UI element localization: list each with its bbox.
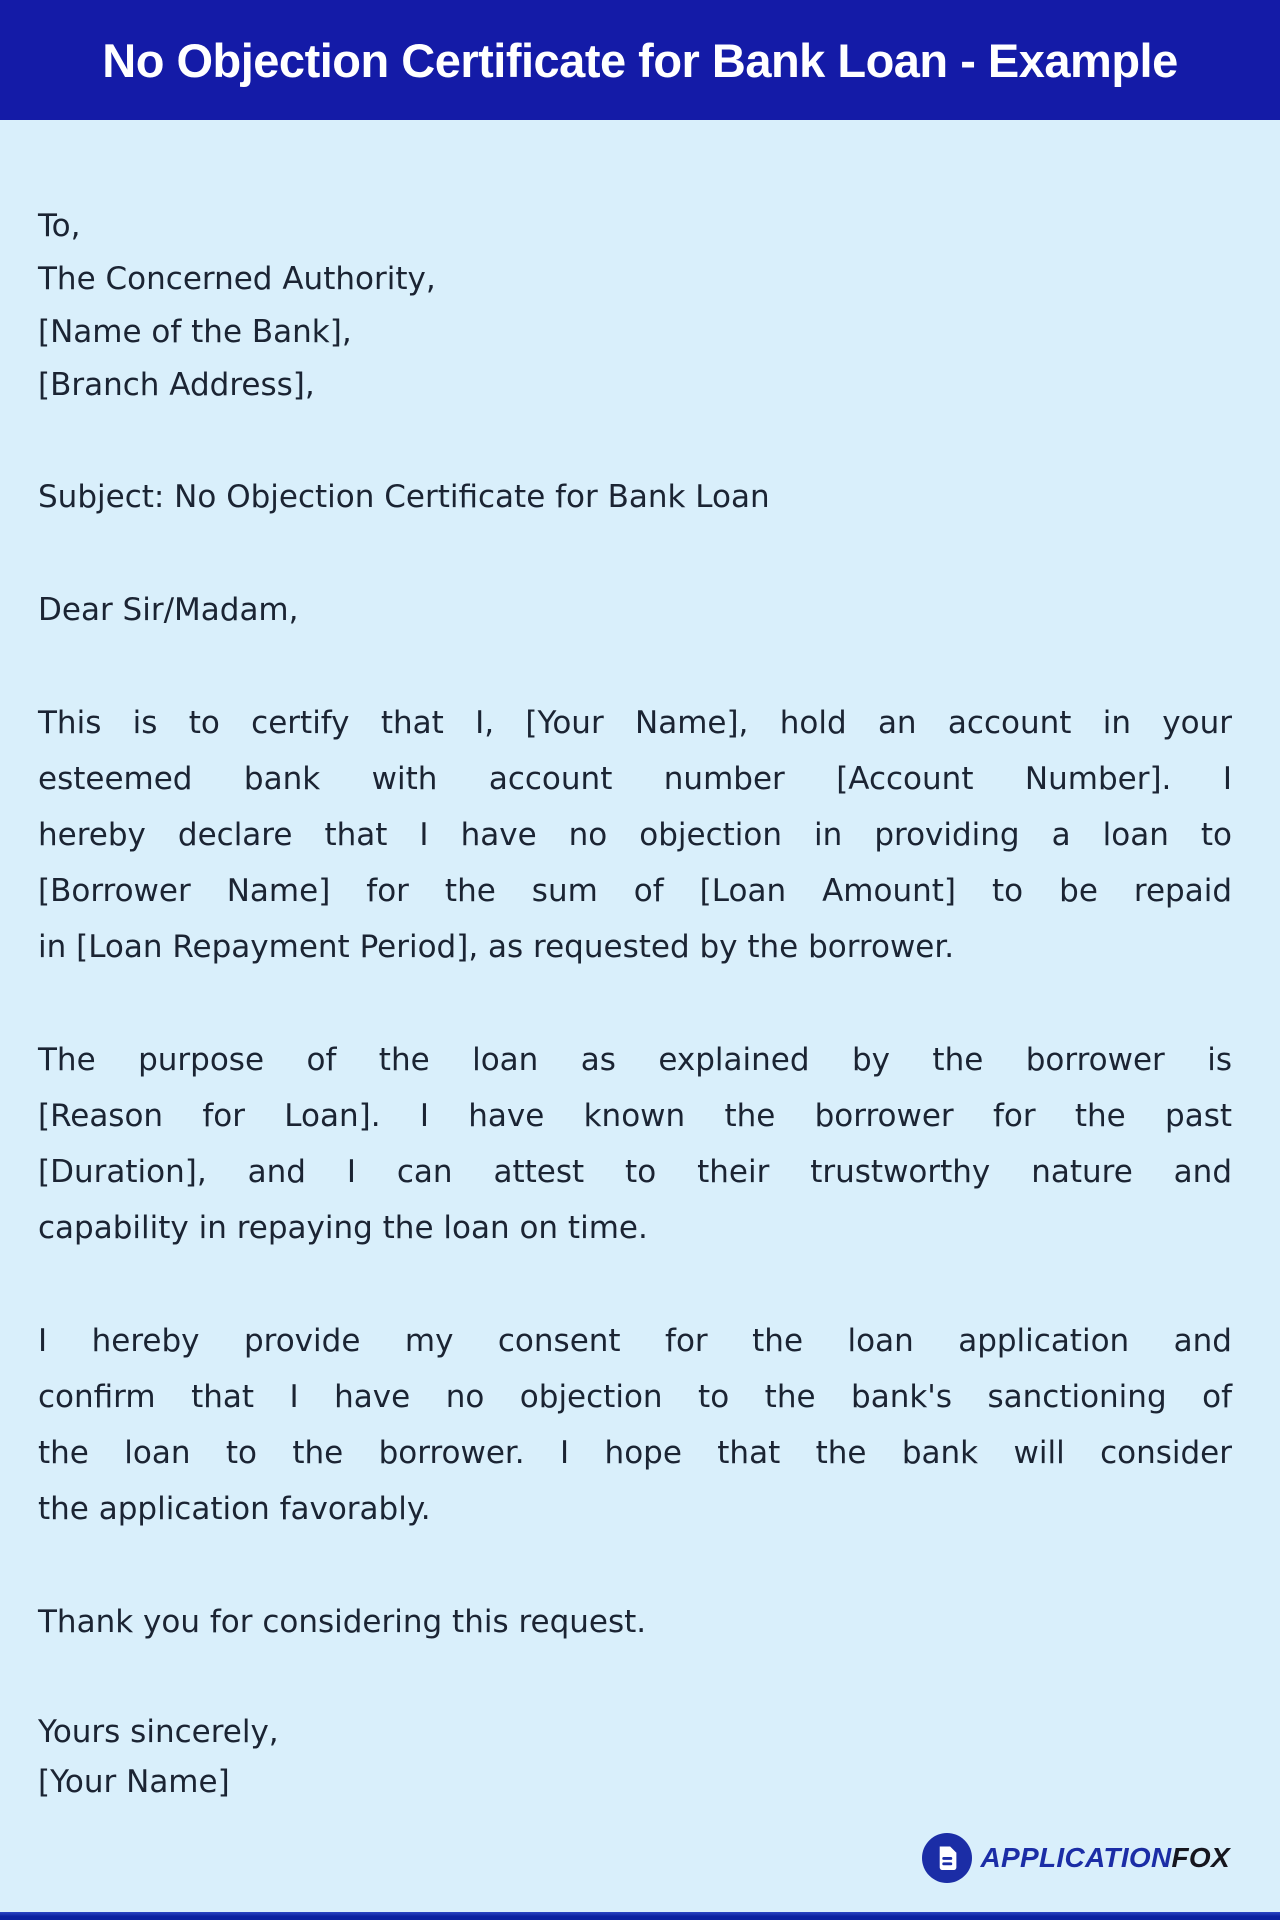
address-line: [Branch Address], xyxy=(38,367,315,403)
paragraph-line: I hereby provide my consent for the loan application and xyxy=(38,1323,1232,1359)
paragraph-2 xyxy=(38,1032,1232,1256)
closing-block xyxy=(38,1707,1232,1807)
brand-application-text: APPLICATION xyxy=(980,1842,1172,1873)
address-line: To, xyxy=(38,208,81,244)
paragraph-line: This is to certify that I, [Your Name], hold an account in your xyxy=(38,705,1232,741)
paragraph-line: hereby declare that I have no objection in providing a loan to xyxy=(38,817,1232,853)
paragraph-line: capability in repaying the loan on time. xyxy=(38,1210,648,1246)
brand-fox-text: FOX xyxy=(1171,1842,1230,1873)
paragraph-line: [Borrower Name] for the sum of [Loan Amount] to be repaid xyxy=(38,873,1232,909)
subject-line: Subject: No Objection Certificate for Bank Loan xyxy=(38,479,770,515)
page-header xyxy=(0,0,1280,120)
applicationfox-logo xyxy=(922,1833,1230,1883)
paragraph-line: [Reason for Loan]. I have known the borrower for the past xyxy=(38,1098,1232,1134)
page-title: No Objection Certificate for Bank Loan - Example xyxy=(102,33,1178,87)
paragraph-line: the application favorably. xyxy=(38,1491,431,1527)
salutation: Dear Sir/Madam, xyxy=(38,592,299,628)
paragraph-line: in [Loan Repayment Period], as requested by the borrower. xyxy=(38,929,955,965)
letter-body xyxy=(0,120,1280,1807)
paragraph-line: confirm that I have no objection to the bank's sanctioning of xyxy=(38,1379,1232,1415)
thanks-line: Thank you for considering this request. xyxy=(38,1604,647,1640)
applicationfox-document-icon xyxy=(922,1833,972,1883)
paragraph-line: esteemed bank with account number [Account Number]. I xyxy=(38,761,1232,797)
bottom-accent-bar xyxy=(0,1912,1280,1920)
address-line: [Name of the Bank], xyxy=(38,314,352,350)
recipient-address-block xyxy=(38,200,1232,412)
brand-wordmark xyxy=(981,1842,1230,1874)
signature-name-placeholder: [Your Name] xyxy=(38,1764,230,1800)
paragraph-1 xyxy=(38,695,1232,975)
address-line: The Concerned Authority, xyxy=(38,261,436,297)
paragraph-line: the loan to the borrower. I hope that the bank will consider xyxy=(38,1435,1232,1471)
paragraph-3 xyxy=(38,1313,1232,1537)
closing-line: Yours sincerely, xyxy=(38,1714,279,1750)
paragraph-line: [Duration], and I can attest to their trustworthy nature and xyxy=(38,1154,1232,1190)
paragraph-line: The purpose of the loan as explained by the borrower is xyxy=(38,1042,1232,1078)
